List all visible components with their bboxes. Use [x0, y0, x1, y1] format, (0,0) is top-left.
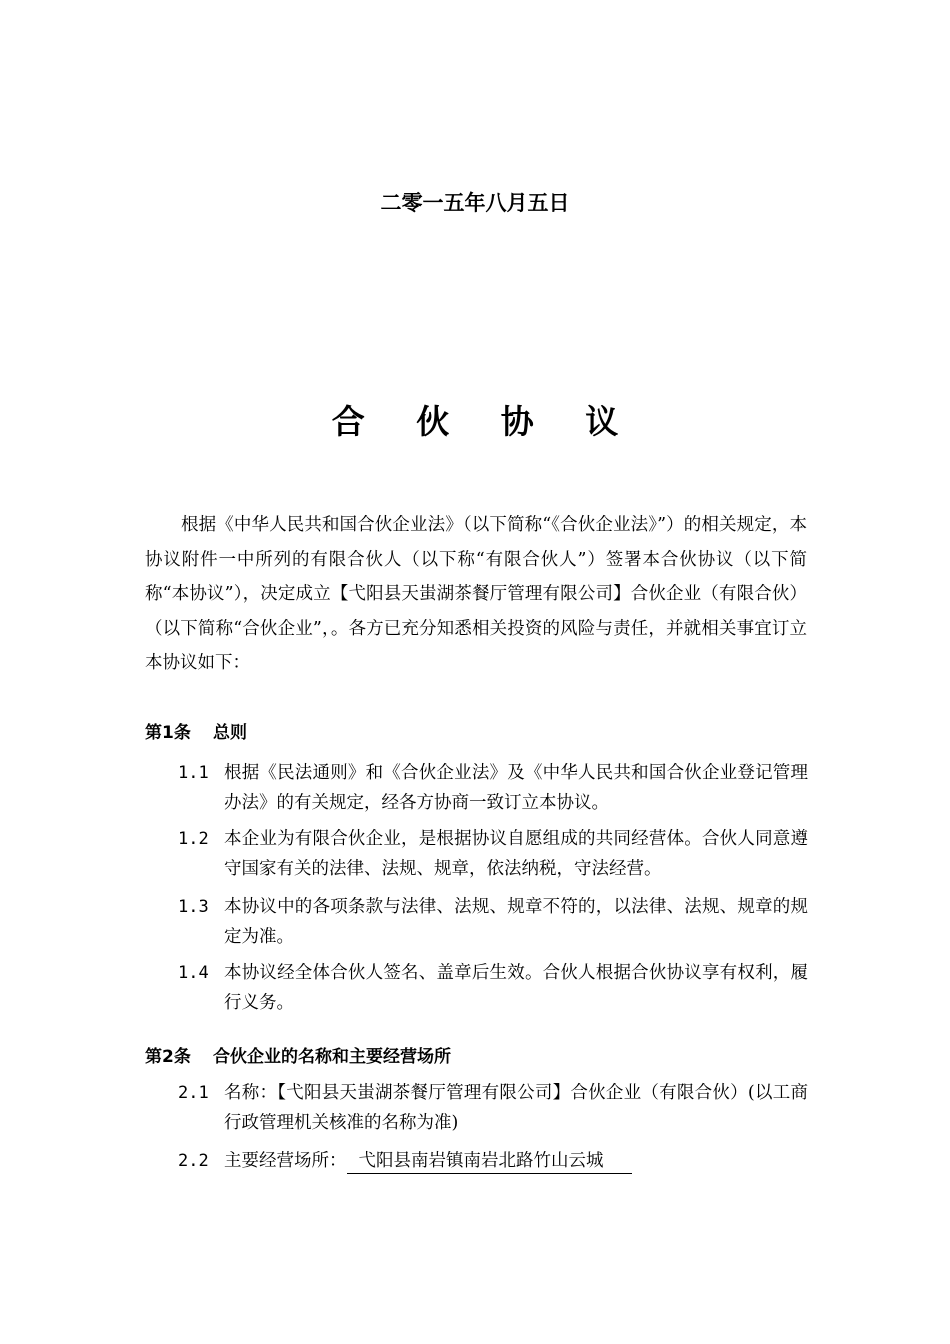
article-2-title: 合伙企业的名称和主要经营场所: [213, 1047, 451, 1067]
clause-number: 1.3: [178, 897, 209, 917]
article-2-number: 第2条: [145, 1047, 191, 1067]
intro-paragraph: 根据《中华人民共和国合伙企业法》（以下简称“《合伙企业法》”）的相关规定，本协议附件一中所列的有限合伙人（以下称“有限合伙人”）签署本合伙协议（以下简称“本协议”），决定成立【弋阳县天蚩湖茶餐厅管理有限公司】合伙企业（有限合伙）（以下简称“合伙企业”，。各方已充分知悉相关投资的风险与责任，并就相关事宜订立本协议如下：: [145, 515, 807, 673]
document-date: 二零一五年八月五日: [380, 191, 570, 215]
clause-1-1: [178, 758, 808, 818]
clause-number: 1.1: [178, 763, 209, 783]
clause-number: 1.2: [178, 829, 209, 849]
clause-text: 根据《民法通则》和《合伙企业法》及《中华人民共和国合伙企业登记管理办法》的有关规定，经各方协商一致订立本协议。: [224, 763, 808, 813]
article-1-number: 第1条: [145, 723, 191, 743]
premises-label: 主要经营场所：: [224, 1151, 347, 1171]
document-title: 合 伙 协 议: [331, 402, 639, 441]
clause-number: 1.4: [178, 963, 209, 983]
clause-2-1: [178, 1078, 808, 1138]
premises-value: 弋阳县南岩镇南岩北路竹山云城: [347, 1149, 632, 1174]
clause-1-3: [178, 892, 808, 952]
clause-text: 本协议经全体合伙人签名、盖章后生效。合伙人根据合伙协议享有权利，履行义务。: [224, 963, 808, 1013]
clause-number: 2.1: [178, 1083, 209, 1103]
clause-text: [224, 1146, 808, 1176]
article-1-heading: [145, 718, 247, 743]
article-2-heading: [145, 1042, 451, 1067]
clause-text: 本企业为有限合伙企业，是根据协议自愿组成的共同经营体。合伙人同意遵守国家有关的法律、法规、规章，依法纳税，守法经营。: [224, 829, 808, 879]
article-1-title: 总则: [213, 723, 247, 743]
clause-1-2: [178, 824, 808, 884]
clause-1-4: [178, 958, 808, 1018]
clause-2-2: [178, 1146, 808, 1176]
clause-text: 本协议中的各项条款与法律、法规、规章不符的，以法律、法规、规章的规定为准。: [224, 897, 808, 947]
clause-number: 2.2: [178, 1151, 209, 1171]
clause-text: 名称：【弋阳县天蚩湖茶餐厅管理有限公司】合伙企业（有限合伙）(以工商行政管理机关核准的名称为准): [224, 1083, 808, 1133]
